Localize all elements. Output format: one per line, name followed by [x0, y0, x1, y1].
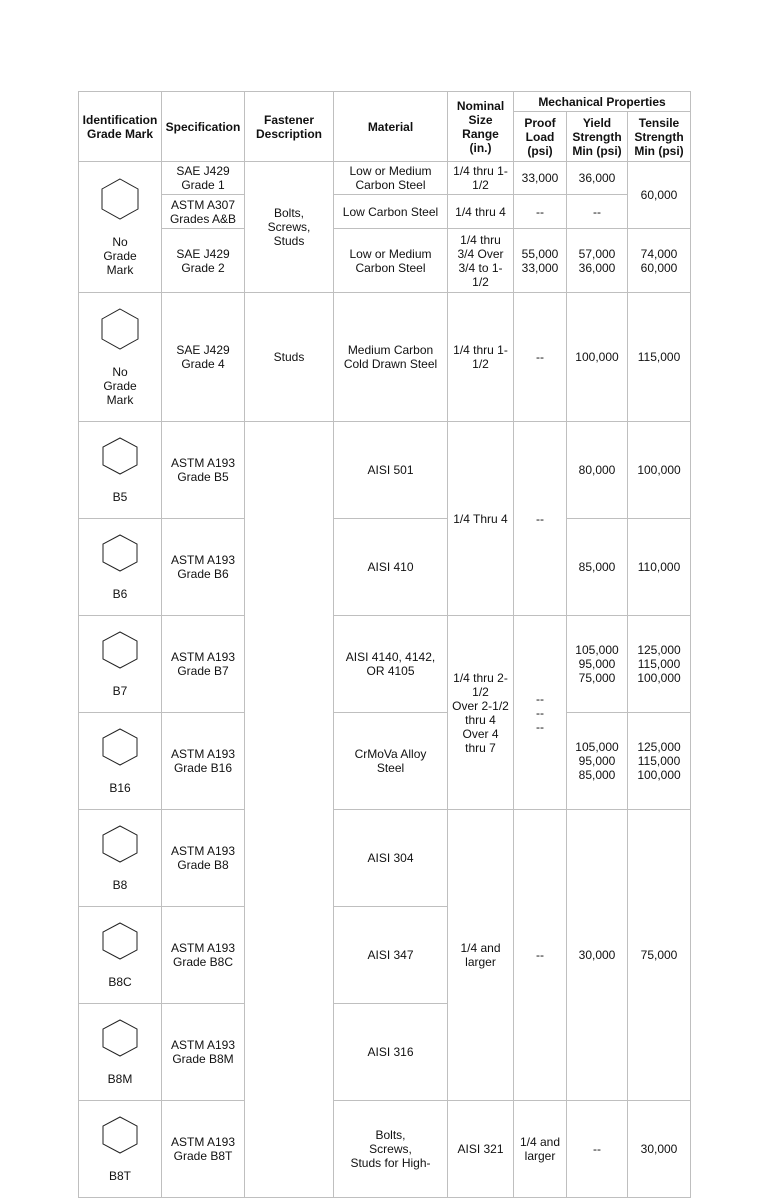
- specification-cell: ASTM A193 Grade B8: [162, 810, 245, 907]
- yield-strength-cell: 105,000 95,000 75,000: [567, 616, 628, 713]
- specification-cell: ASTM A193 Grade B8M: [162, 1004, 245, 1101]
- grade-mark-label: No Grade Mark: [103, 365, 137, 407]
- specification-cell: ASTM A193 Grade B7: [162, 616, 245, 713]
- proof-load-cell: --: [514, 293, 567, 422]
- hexagon-icon: [100, 630, 140, 670]
- hexagon-icon: [100, 824, 140, 864]
- grade-mark-label: B5: [112, 490, 128, 504]
- material-cell: Low or Medium Carbon Steel: [334, 162, 448, 195]
- grade-mark-label: B8C: [108, 975, 132, 989]
- yield-strength-cell: 57,000 36,000: [567, 229, 628, 293]
- hexagon-icon: [100, 436, 140, 476]
- grade-mark-cell: [79, 293, 162, 422]
- proof-load-cell: 55,000 33,000: [514, 229, 567, 293]
- proof-load-cell: --: [514, 195, 567, 229]
- material-cell: AISI 4140, 4142, OR 4105: [334, 616, 448, 713]
- specification-cell: SAE J429 Grade 1: [162, 162, 245, 195]
- fastener-description-cell: Studs: [245, 293, 334, 422]
- proof-load-cell: 33,000: [514, 162, 567, 195]
- proof-load-cell: --: [514, 810, 567, 1101]
- hexagon-icon: [100, 727, 140, 767]
- specification-cell: ASTM A193 Grade B6: [162, 519, 245, 616]
- yield-strength-cell: 100,000: [567, 293, 628, 422]
- hexagon-icon: [100, 307, 140, 351]
- specification-cell: ASTM A307 Grades A&B: [162, 195, 245, 229]
- yield-strength-cell: --: [567, 195, 628, 229]
- grade-mark-label: B8: [112, 878, 128, 892]
- tensile-strength-cell: 74,000 60,000: [628, 229, 691, 293]
- proof-load-cell: -- -- --: [514, 616, 567, 810]
- yield-strength-cell: 85,000: [567, 519, 628, 616]
- tensile-strength-cell: 60,000: [628, 162, 691, 229]
- size-range-cell: 1/4 thru 3/4 Over 3/4 to 1- 1/2: [448, 229, 514, 293]
- header-proof-load: Proof Load (psi): [514, 112, 567, 162]
- grade-mark-cell: [79, 616, 162, 713]
- specification-cell: ASTM A193 Grade B8C: [162, 907, 245, 1004]
- size-range-cell: 1/4 thru 4: [448, 195, 514, 229]
- grade-mark-label: B8T: [108, 1169, 131, 1183]
- header-yield-strength: Yield Strength Min (psi): [567, 112, 628, 162]
- grade-mark-cell: [79, 1004, 162, 1101]
- header-material: Material: [334, 92, 448, 162]
- hexagon-icon: [100, 1018, 140, 1058]
- material-cell: AISI 321: [448, 1101, 514, 1198]
- size-range-cell: 1/4 thru 1- 1/2: [448, 162, 514, 195]
- fastener-description-cell: Bolts, Screws, Studs: [245, 162, 334, 293]
- tensile-strength-cell: 125,000 115,000 100,000: [628, 616, 691, 713]
- hexagon-icon: [100, 533, 140, 573]
- specification-cell: SAE J429 Grade 2: [162, 229, 245, 293]
- grade-mark-cell: [79, 422, 162, 519]
- grade-mark-cell: [79, 1101, 162, 1198]
- tensile-strength-cell: 75,000: [628, 810, 691, 1101]
- grade-mark-cell: [79, 810, 162, 907]
- hexagon-icon: [100, 1115, 140, 1155]
- fastener-grade-table: [78, 91, 691, 1198]
- tensile-strength-cell: 110,000: [628, 519, 691, 616]
- yield-strength-cell: 36,000: [567, 162, 628, 195]
- yield-strength-cell: 80,000: [567, 422, 628, 519]
- grade-mark-label: No Grade Mark: [103, 235, 137, 277]
- proof-load-cell: --: [514, 422, 567, 616]
- size-range-cell: 1/4 thru 2- 1/2 Over 2-1/2 thru 4 Over 4 thru 7: [448, 616, 514, 810]
- specification-cell: ASTM A193 Grade B8T: [162, 1101, 245, 1198]
- specification-cell: ASTM A193 Grade B16: [162, 713, 245, 810]
- grade-mark-cell: [79, 907, 162, 1004]
- header-grade-mark: Identification Grade Mark: [79, 92, 162, 162]
- hexagon-icon: [100, 921, 140, 961]
- yield-strength-cell: 30,000: [567, 810, 628, 1101]
- grade-mark-label: B7: [112, 684, 128, 698]
- specification-cell: SAE J429 Grade 4: [162, 293, 245, 422]
- header-fastener-description: Fastener Description: [245, 92, 334, 162]
- grade-mark-label: B16: [109, 781, 131, 795]
- grade-mark-label: B6: [112, 587, 128, 601]
- size-range-cell: 1/4 thru 1- 1/2: [448, 293, 514, 422]
- grade-mark-cell: [79, 519, 162, 616]
- size-range-cell: 1/4 and larger: [514, 1101, 567, 1198]
- grade-mark-cell: [79, 162, 162, 293]
- specification-cell: ASTM A193 Grade B5: [162, 422, 245, 519]
- proof-load-cell: --: [567, 1101, 628, 1198]
- grade-mark-cell: [79, 713, 162, 810]
- fastener-description-cell-empty: [245, 422, 334, 1198]
- fastener-description-cell: Bolts, Screws, Studs for High-: [334, 1101, 448, 1198]
- header-tensile-strength: Tensile Strength Min (psi): [628, 112, 691, 162]
- yield-strength-cell: 30,000: [628, 1101, 691, 1198]
- size-range-cell: 1/4 and larger: [448, 810, 514, 1101]
- tensile-strength-cell: 125,000 115,000 100,000: [628, 713, 691, 810]
- size-range-cell: 1/4 Thru 4: [448, 422, 514, 616]
- header-nominal-size-range: Nominal Size Range (in.): [448, 92, 514, 162]
- material-cell: AISI 410: [334, 519, 448, 616]
- material-cell: AISI 304: [334, 810, 448, 907]
- material-cell: Medium Carbon Cold Drawn Steel: [334, 293, 448, 422]
- material-cell: Low Carbon Steel: [334, 195, 448, 229]
- material-cell: AISI 501: [334, 422, 448, 519]
- tensile-strength-cell: 115,000: [628, 293, 691, 422]
- tensile-strength-cell: 100,000: [628, 422, 691, 519]
- hexagon-icon: [100, 177, 140, 221]
- material-cell: AISI 316: [334, 1004, 448, 1101]
- material-cell: AISI 347: [334, 907, 448, 1004]
- material-cell: CrMoVa Alloy Steel: [334, 713, 448, 810]
- yield-strength-cell: 105,000 95,000 85,000: [567, 713, 628, 810]
- material-cell: Low or Medium Carbon Steel: [334, 229, 448, 293]
- header-mechanical-properties: Mechanical Properties: [514, 92, 691, 112]
- header-specification: Specification: [162, 92, 245, 162]
- grade-mark-label: B8M: [107, 1072, 133, 1086]
